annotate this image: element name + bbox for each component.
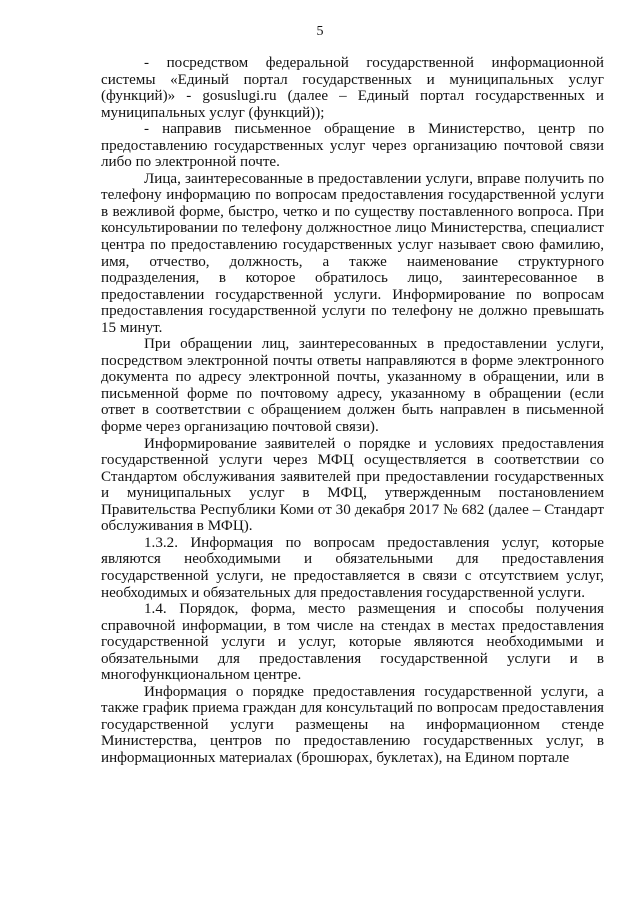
page-number: 5 xyxy=(316,24,324,39)
paragraph-section-1-3-2: 1.3.2. Информация по вопросам предоставления услуг, которые являются необходимыми и обязательными для предоставления государственной услуги, не предоставляется в связи с отсутствием услуг, необходимых и обязательных для предоставления государственной услуги. xyxy=(101,534,604,601)
paragraph-portal-item: - посредством федеральной государственной информационной системы «Единый портал государственных и муниципальных услуг (функций)» - gosuslugi.ru (далее – Единый портал государственных и муниципальных услуг (функций)); xyxy=(101,55,604,121)
paragraph-section-1-4: 1.4. Порядок, форма, место размещения и способы получения справочной информации, в том числе на стендах в местах предоставления государственной услуги и услуг, которые являются необходимыми и обязательными для предоставления государственной услуги и в многофункциональном центре. xyxy=(101,601,604,684)
document-body xyxy=(101,55,604,767)
paragraph-mail-item: - направив письменное обращение в Министерство, центр по предоставлению государственных услуг через организацию почтовой связи либо по электронной почте. xyxy=(101,121,604,171)
paragraph-email-info: При обращении лиц, заинтересованных в предоставлении услуги, посредством электронной почты ответы направляются в форме электронного документа по адресу электронной почты, указанному в обращении, или в письменной форме по почтовому адресу, указанному в обращении (если ответ в соответствии с обращением должен быть направлен в письменной форме через организацию почтовой связи). xyxy=(101,336,604,436)
paragraph-info-placement: Информация о порядке предоставления государственной услуги, а также график приема граждан для консультаций по вопросам предоставления государственной услуги размещены на информационном стенде Министерства, центров по предоставлению государственных услуг, в информационных материалах (брошюрах, буклетах), на Едином портале xyxy=(101,683,604,766)
paragraph-phone-info: Лица, заинтересованные в предоставлении услуги, вправе получить по телефону информацию по вопросам предоставления государственной услуги в вежливой форме, быстро, четко и по существу поставленного вопроса. При консультировании по телефону должностное лицо Министерства, специалист центра по предоставлению государственных услуг называет свою фамилию, имя, отчество, должность, а также наименование структурного подразделения, в которое обратилось лицо, заинтересованное в предоставлении государственной услуги. Информирование по вопросам предоставления государственной услуги по телефону не должно превышать 15 минут. xyxy=(101,170,604,336)
paragraph-mfc-info: Информирование заявителей о порядке и условиях предоставления государственной услуги через МФЦ осуществляется в соответствии со Стандартом обслуживания заявителей при предоставлении государственных и муниципальных услуг в МФЦ, утвержденным постановлением Правительства Республики Коми от 30 декабря 2017 № 682 (далее – Стандарт обслуживания в МФЦ). xyxy=(101,435,604,535)
